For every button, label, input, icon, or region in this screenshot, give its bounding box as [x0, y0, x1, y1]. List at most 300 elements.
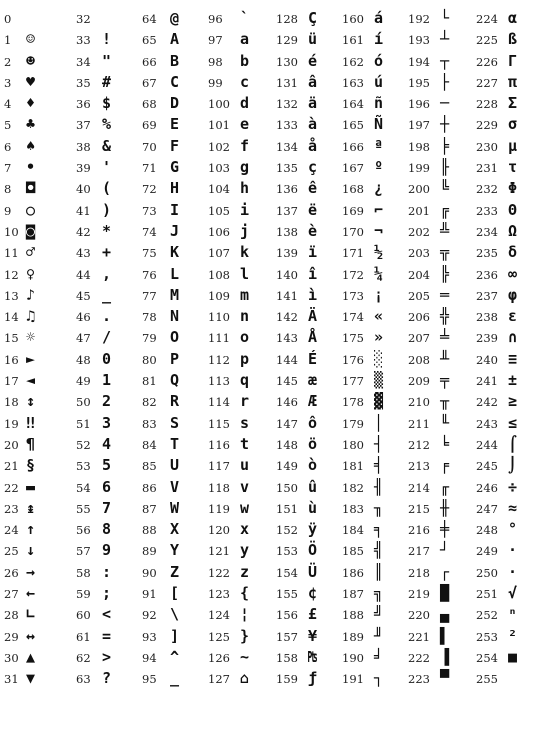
char-glyph: 5: [102, 456, 112, 475]
char-glyph: √: [508, 584, 518, 603]
char-code: 29: [4, 629, 19, 644]
char-code: 153: [276, 544, 298, 559]
char-code: 215: [408, 501, 430, 516]
char-glyph: l: [240, 264, 250, 283]
char-glyph: o: [240, 328, 250, 347]
char-code: 81: [142, 374, 157, 389]
char-code: 88: [142, 523, 157, 538]
char-code: 114: [208, 395, 230, 410]
char-code: 180: [342, 437, 364, 452]
char-code: 59: [76, 587, 91, 602]
char-glyph: ♪: [26, 285, 36, 304]
char-glyph: 1: [102, 371, 112, 390]
char-glyph: ╞: [440, 136, 450, 155]
char-code: 13: [4, 288, 19, 303]
char-glyph: ÿ: [308, 520, 318, 539]
char-code: 44: [76, 267, 91, 282]
char-glyph: π: [508, 72, 518, 91]
char-glyph: I: [170, 200, 180, 219]
char-code: 166: [342, 139, 364, 154]
char-code: 238: [476, 310, 498, 325]
char-code: 142: [276, 310, 298, 325]
char-code: 179: [342, 416, 364, 431]
char-glyph: ¦: [240, 605, 250, 624]
char-glyph: ∩: [508, 328, 518, 347]
char-glyph: ¥: [308, 626, 318, 645]
char-code: 127: [208, 672, 230, 687]
char-glyph: 0: [102, 349, 112, 368]
char-glyph: ñ: [374, 94, 384, 113]
char-glyph: }: [240, 626, 250, 645]
char-code: 190: [342, 650, 364, 665]
char-code: 245: [476, 459, 498, 474]
char-code: 117: [208, 459, 230, 474]
char-glyph: ¬: [374, 221, 384, 240]
char-code: 34: [76, 54, 91, 69]
char-code: 53: [76, 459, 91, 474]
char-glyph: ▓: [374, 392, 384, 411]
char-code: 152: [276, 523, 298, 538]
char-glyph: │: [374, 413, 384, 432]
char-code: 67: [142, 75, 157, 90]
char-glyph: e: [240, 115, 250, 134]
char-glyph: ¿: [374, 179, 384, 198]
char-code: 145: [276, 374, 298, 389]
char-glyph: ♥: [26, 72, 36, 91]
char-glyph: ▐: [440, 647, 450, 666]
char-code: 96: [208, 12, 223, 26]
char-code: 144: [276, 352, 298, 367]
char-glyph: ►: [26, 349, 36, 368]
char-glyph: [: [170, 584, 180, 603]
char-glyph: ↨: [26, 498, 36, 517]
char-code: 156: [276, 608, 298, 623]
char-code: 149: [276, 459, 298, 474]
char-glyph: ·: [508, 541, 518, 560]
char-glyph: ?: [102, 669, 112, 688]
char-glyph: Z: [170, 562, 180, 581]
char-glyph: ù: [308, 498, 318, 517]
char-glyph: §: [26, 456, 36, 475]
char-code: 126: [208, 650, 230, 665]
char-glyph: ↓: [26, 541, 36, 560]
char-code: 176: [342, 352, 364, 367]
char-code: 187: [342, 587, 364, 602]
char-code: 97: [208, 33, 223, 48]
char-glyph: ,: [102, 264, 112, 283]
char-code: 80: [142, 352, 157, 367]
char-code: 109: [208, 288, 230, 303]
char-code: 91: [142, 587, 157, 602]
char-glyph: ─: [440, 94, 450, 113]
char-code: 189: [342, 629, 364, 644]
char-code: 86: [142, 480, 157, 495]
char-code: 32: [76, 12, 91, 26]
char-code: 139: [276, 246, 298, 261]
char-code: 210: [408, 395, 430, 410]
char-glyph: q: [240, 371, 250, 390]
char-code: 211: [408, 416, 430, 431]
char-glyph: ô: [308, 413, 318, 432]
char-code: 212: [408, 437, 430, 452]
char-code: 112: [208, 352, 230, 367]
char-glyph: ╓: [440, 477, 450, 496]
char-glyph: Γ: [508, 51, 518, 70]
char-code: 239: [476, 331, 498, 346]
char-glyph: ┐: [374, 669, 384, 688]
char-glyph: →: [26, 562, 36, 581]
char-glyph: φ: [508, 285, 518, 304]
char-code: 197: [408, 118, 430, 133]
char-glyph: Φ: [508, 179, 518, 198]
char-code: 62: [76, 650, 91, 665]
char-glyph: y: [240, 541, 250, 560]
char-code: 206: [408, 310, 430, 325]
char-glyph: └: [440, 9, 450, 27]
char-glyph: å: [308, 136, 318, 155]
char-code: 66: [142, 54, 157, 69]
char-glyph: Ω: [508, 221, 518, 240]
char-code: 196: [408, 97, 430, 112]
char-code: 148: [276, 437, 298, 452]
char-code: 188: [342, 608, 364, 623]
char-code: 218: [408, 565, 430, 580]
char-glyph: σ: [508, 115, 518, 134]
char-code: 160: [342, 12, 364, 26]
char-glyph: ß: [508, 30, 518, 49]
char-glyph: ⌂: [240, 669, 250, 688]
char-glyph: ╨: [440, 349, 450, 368]
char-code: 236: [476, 267, 498, 282]
char-glyph: Å: [308, 328, 318, 347]
char-glyph: /: [102, 328, 112, 347]
char-code: 105: [208, 203, 230, 218]
char-glyph: v: [240, 477, 250, 496]
char-code: 138: [276, 224, 298, 239]
char-code: 19: [4, 416, 19, 431]
char-glyph: ╙: [440, 413, 450, 432]
char-code: 205: [408, 288, 430, 303]
char-code: 158: [276, 650, 298, 665]
char-code: 237: [476, 288, 498, 303]
char-glyph: $: [102, 94, 112, 113]
char-glyph: ┤: [374, 434, 384, 453]
char-glyph: ö: [308, 434, 318, 453]
char-code: 193: [408, 33, 430, 48]
char-code: 23: [4, 501, 19, 516]
char-code: 113: [208, 374, 230, 389]
char-glyph: ☻: [26, 51, 36, 70]
char-glyph: H: [170, 179, 180, 198]
char-glyph: ♦: [26, 94, 36, 113]
char-glyph: t: [240, 434, 250, 453]
char-glyph: u: [240, 456, 250, 475]
char-glyph: µ: [508, 136, 518, 155]
char-code: 45: [76, 288, 91, 303]
char-code: 198: [408, 139, 430, 154]
char-code: 172: [342, 267, 364, 282]
char-code: 155: [276, 587, 298, 602]
char-glyph: R: [170, 392, 180, 411]
char-glyph: ¼: [374, 264, 384, 283]
char-glyph: ←: [26, 584, 36, 603]
char-code: 150: [276, 480, 298, 495]
char-code: 77: [142, 288, 157, 303]
char-glyph: ▄: [440, 605, 450, 624]
char-glyph: δ: [508, 243, 518, 262]
char-code: 39: [76, 161, 91, 176]
char-code: 225: [476, 33, 498, 48]
char-glyph: ☼: [26, 328, 36, 347]
char-glyph: M: [170, 285, 180, 304]
char-glyph: ÷: [508, 477, 518, 496]
char-glyph: Ç: [308, 9, 318, 27]
char-glyph: ä: [308, 94, 318, 113]
char-code: 41: [76, 203, 91, 218]
char-glyph: ·: [508, 562, 518, 581]
char-glyph: ◙: [26, 221, 36, 240]
char-code: 199: [408, 161, 430, 176]
char-code: 214: [408, 480, 430, 495]
char-code: 14: [4, 310, 19, 325]
char-glyph: ≈: [508, 498, 518, 517]
char-glyph: ): [102, 200, 112, 219]
char-glyph: ó: [374, 51, 384, 70]
char-code: 161: [342, 33, 364, 48]
char-glyph: ░: [374, 349, 384, 368]
char-code: 60: [76, 608, 91, 623]
char-code: 118: [208, 480, 230, 495]
char-code: 63: [76, 672, 91, 687]
char-glyph: ┘: [440, 541, 450, 560]
char-glyph: ⌡: [508, 456, 518, 475]
char-glyph: F: [170, 136, 180, 155]
char-code: 229: [476, 118, 498, 133]
char-code: 103: [208, 161, 230, 176]
char-glyph: ╜: [374, 626, 384, 645]
char-code: 217: [408, 544, 430, 559]
char-code: 87: [142, 501, 157, 516]
char-code: 75: [142, 246, 157, 261]
char-code: 141: [276, 288, 298, 303]
char-code: 241: [476, 374, 498, 389]
char-code: 95: [142, 672, 157, 687]
char-glyph: V: [170, 477, 180, 496]
char-code: 4: [4, 97, 12, 112]
char-code: 79: [142, 331, 157, 346]
char-glyph: ═: [440, 285, 450, 304]
char-code: 167: [342, 161, 364, 176]
char-code: 90: [142, 565, 157, 580]
char-glyph: ¢: [308, 584, 318, 603]
char-code: 177: [342, 374, 364, 389]
char-glyph: j: [240, 221, 250, 240]
char-glyph: º: [374, 158, 384, 177]
char-glyph: ↕: [26, 392, 36, 411]
char-glyph: p: [240, 349, 250, 368]
char-glyph: ₧: [308, 647, 318, 666]
char-code: 7: [4, 161, 12, 176]
char-glyph: K: [170, 243, 180, 262]
char-code: 102: [208, 139, 230, 154]
char-glyph: &: [102, 136, 112, 155]
char-code: 119: [208, 501, 230, 516]
char-code: 30: [4, 650, 19, 665]
char-glyph: Æ: [308, 392, 318, 411]
char-code: 133: [276, 118, 298, 133]
char-code: 106: [208, 224, 230, 239]
char-glyph: ⁿ: [508, 605, 518, 624]
char-glyph: G: [170, 158, 180, 177]
char-glyph: ": [102, 51, 112, 70]
char-code: 84: [142, 437, 157, 452]
char-glyph: D: [170, 94, 180, 113]
char-glyph: s: [240, 413, 250, 432]
char-glyph: Θ: [508, 200, 518, 219]
char-code: 170: [342, 224, 364, 239]
char-code: 183: [342, 501, 364, 516]
char-code: 52: [76, 437, 91, 452]
char-code: 246: [476, 480, 498, 495]
char-glyph: +: [102, 243, 112, 262]
char-code: 61: [76, 629, 91, 644]
char-glyph: █: [440, 584, 450, 603]
char-code: 248: [476, 523, 498, 538]
char-code: 252: [476, 608, 498, 623]
char-code: 137: [276, 203, 298, 218]
char-code: 255: [476, 672, 498, 687]
char-glyph: k: [240, 243, 250, 262]
char-glyph: ┬: [440, 51, 450, 70]
char-glyph: W: [170, 498, 180, 517]
char-code: 89: [142, 544, 157, 559]
char-glyph: É: [308, 349, 318, 368]
char-code: 162: [342, 54, 364, 69]
char-glyph: {: [240, 584, 250, 603]
char-code: 122: [208, 565, 230, 580]
char-glyph: X: [170, 520, 180, 539]
char-glyph: ë: [308, 200, 318, 219]
char-glyph: ↑: [26, 520, 36, 539]
char-code: 136: [276, 182, 298, 197]
char-glyph: ≤: [508, 413, 518, 432]
char-glyph: w: [240, 498, 250, 517]
char-code: 42: [76, 224, 91, 239]
char-glyph: m: [240, 285, 250, 304]
char-code: 111: [208, 331, 230, 346]
char-code: 8: [4, 182, 12, 197]
char-code: 28: [4, 608, 19, 623]
char-code: 124: [208, 608, 230, 623]
char-glyph: ♂: [26, 243, 36, 262]
char-glyph: ]: [170, 626, 180, 645]
char-glyph: =: [102, 626, 112, 645]
char-glyph: #: [102, 72, 112, 91]
char-glyph: ~: [240, 647, 250, 666]
char-glyph: ╟: [440, 158, 450, 177]
char-code: 132: [276, 97, 298, 112]
char-glyph: %: [102, 115, 112, 134]
char-code: 56: [76, 523, 91, 538]
char-code: 125: [208, 629, 230, 644]
char-code: 123: [208, 587, 230, 602]
char-code: 31: [4, 672, 19, 687]
char-glyph: d: [240, 94, 250, 113]
char-code: 165: [342, 118, 364, 133]
char-code: 242: [476, 395, 498, 410]
char-code: 249: [476, 544, 498, 559]
char-code: 227: [476, 75, 498, 90]
char-glyph: ○: [26, 200, 36, 219]
char-glyph: Ü: [308, 562, 318, 581]
char-glyph: \: [170, 605, 180, 624]
char-code: 99: [208, 75, 223, 90]
char-glyph: L: [170, 264, 180, 283]
char-glyph: ▼: [26, 669, 36, 688]
char-glyph: ú: [374, 72, 384, 91]
char-glyph: S: [170, 413, 180, 432]
char-code: 54: [76, 480, 91, 495]
char-glyph: ╦: [440, 243, 450, 262]
char-glyph: ╡: [374, 456, 384, 475]
char-glyph: g: [240, 158, 250, 177]
char-code: 232: [476, 182, 498, 197]
char-code: 181: [342, 459, 364, 474]
char-glyph: @: [170, 9, 180, 27]
char-glyph: J: [170, 221, 180, 240]
char-glyph: ╝: [374, 605, 384, 624]
char-code: 12: [4, 267, 19, 282]
char-code: 5: [4, 118, 12, 133]
char-glyph: ╚: [440, 179, 450, 198]
char-code: 1: [4, 33, 12, 48]
char-glyph: ♣: [26, 115, 36, 134]
char-code: 169: [342, 203, 364, 218]
char-code: 243: [476, 416, 498, 431]
char-glyph: ò: [308, 456, 318, 475]
char-code: 18: [4, 395, 19, 410]
char-glyph: ♠: [26, 136, 36, 155]
char-glyph: 6: [102, 477, 112, 496]
char-glyph: Ñ: [374, 115, 384, 134]
char-code: 83: [142, 416, 157, 431]
char-glyph: ╘: [440, 434, 450, 453]
char-code: 3: [4, 75, 12, 90]
char-glyph: ╤: [440, 371, 450, 390]
char-code: 15: [4, 331, 19, 346]
char-code: 224: [476, 12, 498, 26]
char-glyph: *: [102, 221, 112, 240]
char-code: 203: [408, 246, 430, 261]
char-code: 195: [408, 75, 430, 90]
char-code: 69: [142, 118, 157, 133]
char-code: 22: [4, 480, 19, 495]
char-code: 184: [342, 523, 364, 538]
char-glyph: °: [508, 520, 518, 539]
char-glyph: ì: [308, 285, 318, 304]
char-glyph: ╗: [374, 584, 384, 603]
char-code: 24: [4, 523, 19, 538]
char-code: 220: [408, 608, 430, 623]
char-glyph: ☺: [26, 30, 36, 49]
char-glyph: z: [240, 562, 250, 581]
char-glyph: ^: [170, 647, 180, 666]
char-glyph: <: [102, 605, 112, 624]
char-code: 121: [208, 544, 230, 559]
char-code: 216: [408, 523, 430, 538]
char-code: 25: [4, 544, 19, 559]
char-code: 253: [476, 629, 498, 644]
